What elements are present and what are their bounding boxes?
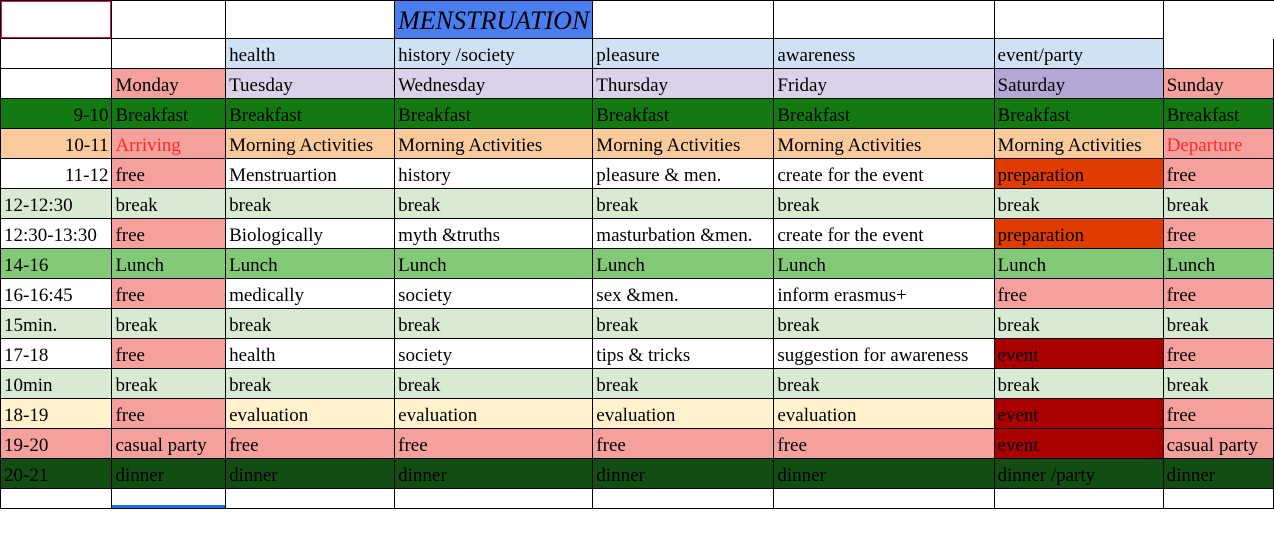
sheet-cell[interactable]: society xyxy=(395,279,593,309)
sheet-cell[interactable]: sex &men. xyxy=(593,279,774,309)
sheet-cell[interactable]: 18-19 xyxy=(1,399,112,429)
sheet-cell[interactable]: Lunch xyxy=(995,249,1164,279)
sheet-cell[interactable] xyxy=(1,69,112,99)
sheet-cell[interactable]: event xyxy=(995,429,1164,459)
sheet-cell[interactable]: Monday xyxy=(112,69,226,99)
sheet-cell[interactable]: break xyxy=(774,309,994,339)
sheet-cell[interactable]: break xyxy=(995,369,1164,399)
sheet-cell[interactable]: evaluation xyxy=(395,399,593,429)
sheet-cell[interactable]: 16-16:45 xyxy=(1,279,112,309)
sheet-row xyxy=(1,339,1274,369)
sheet-cell[interactable]: Breakfast xyxy=(226,99,395,129)
sheet-cell[interactable]: break xyxy=(774,189,994,219)
sheet-cell[interactable]: Breakfast xyxy=(112,99,226,129)
sheet-row xyxy=(1,309,1274,339)
sheet-cell[interactable] xyxy=(112,39,226,69)
sheet-cell[interactable]: break xyxy=(112,369,226,399)
sheet-cell[interactable]: evaluation xyxy=(593,399,774,429)
sheet-cell[interactable] xyxy=(774,1,994,39)
sheet-cell[interactable]: Arriving xyxy=(112,129,226,159)
sheet-cell[interactable]: free xyxy=(112,279,226,309)
sheet-cell[interactable]: free xyxy=(226,429,395,459)
sheet-cell[interactable]: health xyxy=(226,339,395,369)
sheet-cell[interactable]: Morning Activities xyxy=(226,129,395,159)
sheet-cell[interactable]: myth &truths xyxy=(395,219,593,249)
sheet-row xyxy=(1,279,1274,309)
sheet-cell[interactable]: free xyxy=(774,429,994,459)
sheet-cell[interactable]: break xyxy=(1164,369,1274,399)
sheet-cell[interactable]: break xyxy=(226,309,395,339)
sheet-cell[interactable]: masturbation &men. xyxy=(593,219,774,249)
sheet-cell[interactable]: 10min xyxy=(1,369,112,399)
sheet-cell[interactable]: break xyxy=(395,369,593,399)
sheet-row xyxy=(1,399,1274,429)
sheet-cell[interactable]: break xyxy=(995,189,1164,219)
sheet-cell[interactable]: free xyxy=(995,279,1164,309)
sheet-cell[interactable] xyxy=(1,1,112,39)
sheet-cell[interactable]: break xyxy=(395,309,593,339)
sheet-cell[interactable]: break xyxy=(1164,189,1274,219)
sheet-cell[interactable] xyxy=(395,489,593,509)
sheet-row xyxy=(1,249,1274,279)
sheet-cell[interactable]: dinner xyxy=(774,459,994,489)
sheet-cell[interactable]: casual party xyxy=(112,429,226,459)
sheet-cell[interactable]: Lunch xyxy=(593,249,774,279)
sheet-cell[interactable]: break xyxy=(774,369,994,399)
sheet-cell[interactable]: create for the event xyxy=(774,159,994,189)
sheet-cell[interactable]: create for the event xyxy=(774,219,994,249)
sheet-cell[interactable]: break xyxy=(1164,309,1274,339)
sheet-cell[interactable]: 19-20 xyxy=(1,429,112,459)
sheet-cell[interactable] xyxy=(593,489,774,509)
sheet-cell[interactable]: health xyxy=(226,39,395,69)
sheet-cell[interactable]: free xyxy=(1164,399,1274,429)
sheet-cell[interactable]: break xyxy=(995,309,1164,339)
sheet-cell[interactable]: history /society xyxy=(395,39,593,69)
sheet-cell[interactable]: break xyxy=(112,309,226,339)
sheet-cell[interactable]: Breakfast xyxy=(1164,99,1274,129)
sheet-cell[interactable]: free xyxy=(395,429,593,459)
sheet-cell[interactable] xyxy=(1164,39,1274,69)
sheet-cell[interactable] xyxy=(1164,489,1274,509)
sheet-cell[interactable] xyxy=(995,1,1164,39)
sheet-cell[interactable]: society xyxy=(395,339,593,369)
sheet-row xyxy=(1,489,1274,509)
sheet-cell[interactable]: Sunday xyxy=(1164,69,1274,99)
sheet-cell[interactable] xyxy=(774,489,994,509)
sheet-cell[interactable]: event xyxy=(995,399,1164,429)
sheet-cell[interactable] xyxy=(226,489,395,509)
sheet-row xyxy=(1,39,1274,69)
sheet-cell[interactable]: Lunch xyxy=(226,249,395,279)
sheet-cell[interactable]: Lunch xyxy=(774,249,994,279)
sheet-row xyxy=(1,69,1274,99)
sheet-cell[interactable]: tips & tricks xyxy=(593,339,774,369)
sheet-title-cell[interactable]: MENSTRUATION xyxy=(395,1,593,39)
sheet-cell[interactable]: preparation xyxy=(995,159,1164,189)
sheet-cell[interactable]: preparation xyxy=(995,219,1164,249)
sheet-cell[interactable]: Departure xyxy=(1164,129,1274,159)
sheet-row xyxy=(1,219,1274,249)
sheet-cell[interactable]: dinner /party xyxy=(995,459,1164,489)
sheet-cell[interactable]: Friday xyxy=(774,69,994,99)
sheet-cell[interactable]: free xyxy=(112,159,226,189)
sheet-cell[interactable]: 14-16 xyxy=(1,249,112,279)
sheet-cell[interactable]: 17-18 xyxy=(1,339,112,369)
sheet-cell[interactable]: 15min. xyxy=(1,309,112,339)
sheet-cell[interactable]: break xyxy=(593,309,774,339)
sheet-cell[interactable]: 9-10 xyxy=(1,99,112,129)
sheet-cell[interactable]: 10-11 xyxy=(1,129,112,159)
sheet-row xyxy=(1,159,1274,189)
sheet-cell[interactable]: break xyxy=(112,189,226,219)
sheet-cell[interactable] xyxy=(593,1,774,39)
sheet-cell[interactable]: Morning Activities xyxy=(395,129,593,159)
sheet-cell[interactable]: free xyxy=(112,399,226,429)
spreadsheet-body xyxy=(1,1,1274,509)
sheet-cell[interactable]: dinner xyxy=(395,459,593,489)
sheet-cell[interactable]: event/party xyxy=(995,39,1164,69)
sheet-cell[interactable]: evaluation xyxy=(774,399,994,429)
sheet-cell[interactable]: Lunch xyxy=(112,249,226,279)
sheet-cell[interactable] xyxy=(112,489,226,509)
sheet-cell[interactable]: history xyxy=(395,159,593,189)
sheet-cell[interactable]: Breakfast xyxy=(593,99,774,129)
sheet-cell[interactable]: suggestion for awareness xyxy=(774,339,994,369)
sheet-cell[interactable]: free xyxy=(1164,159,1274,189)
sheet-cell[interactable]: Thursday xyxy=(593,69,774,99)
sheet-cell[interactable]: Morning Activities xyxy=(995,129,1164,159)
sheet-cell[interactable]: Wednesday xyxy=(395,69,593,99)
sheet-row xyxy=(1,99,1274,129)
sheet-cell[interactable]: break xyxy=(395,189,593,219)
sheet-cell[interactable]: Saturday xyxy=(995,69,1164,99)
sheet-cell[interactable]: Tuesday xyxy=(226,69,395,99)
sheet-cell[interactable]: medically xyxy=(226,279,395,309)
sheet-row xyxy=(1,189,1274,219)
sheet-cell[interactable] xyxy=(1,489,112,509)
sheet-row xyxy=(1,369,1274,399)
sheet-cell[interactable]: 11-12 xyxy=(1,159,112,189)
sheet-cell[interactable]: break xyxy=(593,189,774,219)
sheet-cell[interactable]: free xyxy=(112,339,226,369)
sheet-cell[interactable]: free xyxy=(1164,219,1274,249)
sheet-cell[interactable]: free xyxy=(1164,339,1274,369)
sheet-cell[interactable]: evaluation xyxy=(226,399,395,429)
sheet-cell[interactable] xyxy=(1,39,112,69)
sheet-cell[interactable]: Lunch xyxy=(1164,249,1274,279)
sheet-cell[interactable]: Biologically xyxy=(226,219,395,249)
sheet-cell[interactable]: Menstruartion xyxy=(226,159,395,189)
sheet-cell[interactable]: Breakfast xyxy=(995,99,1164,129)
sheet-cell[interactable]: dinner xyxy=(593,459,774,489)
sheet-cell[interactable]: 12:30-13:30 xyxy=(1,219,112,249)
sheet-row xyxy=(1,129,1274,159)
sheet-cell[interactable]: inform erasmus+ xyxy=(774,279,994,309)
sheet-cell[interactable]: dinner xyxy=(226,459,395,489)
sheet-cell[interactable] xyxy=(226,1,395,39)
sheet-cell[interactable]: Breakfast xyxy=(395,99,593,129)
sheet-cell[interactable]: dinner xyxy=(1164,459,1274,489)
sheet-cell[interactable]: Breakfast xyxy=(774,99,994,129)
sheet-cell[interactable]: break xyxy=(226,189,395,219)
sheet-cell[interactable]: pleasure & men. xyxy=(593,159,774,189)
sheet-cell[interactable]: free xyxy=(1164,279,1274,309)
sheet-row xyxy=(1,1,1274,39)
sheet-cell[interactable]: pleasure xyxy=(593,39,774,69)
sheet-cell[interactable]: break xyxy=(226,369,395,399)
sheet-cell[interactable]: event xyxy=(995,339,1164,369)
sheet-cell[interactable]: awareness xyxy=(774,39,994,69)
sheet-cell[interactable]: dinner xyxy=(112,459,226,489)
sheet-cell[interactable] xyxy=(995,489,1164,509)
sheet-cell[interactable]: casual party xyxy=(1164,429,1274,459)
sheet-cell[interactable]: free xyxy=(593,429,774,459)
sheet-cell[interactable]: break xyxy=(593,369,774,399)
sheet-row xyxy=(1,429,1274,459)
sheet-cell[interactable]: Morning Activities xyxy=(593,129,774,159)
sheet-cell[interactable] xyxy=(112,1,226,39)
sheet-row xyxy=(1,459,1274,489)
sheet-cell[interactable]: Lunch xyxy=(395,249,593,279)
sheet-cell[interactable]: free xyxy=(112,219,226,249)
sheet-cell[interactable]: 20-21 xyxy=(1,459,112,489)
sheet-cell[interactable]: 12-12:30 xyxy=(1,189,112,219)
sheet-cell[interactable]: Morning Activities xyxy=(774,129,994,159)
